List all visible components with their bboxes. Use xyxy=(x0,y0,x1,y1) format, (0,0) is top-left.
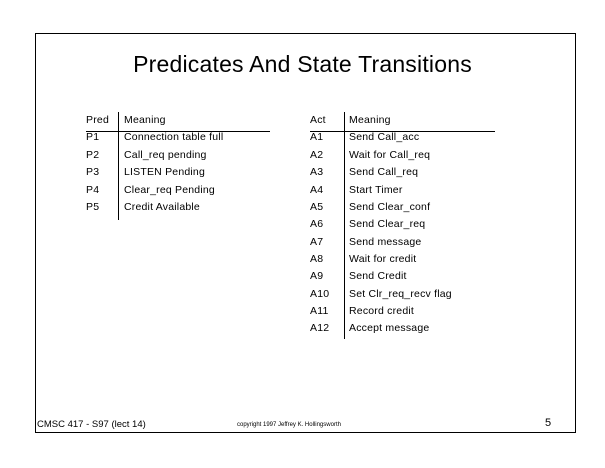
action-code: A3 xyxy=(310,166,324,178)
predicate-code: P3 xyxy=(86,166,100,178)
action-code: A1 xyxy=(310,131,324,143)
action-meaning: Record credit xyxy=(349,305,415,317)
actions-header-act: Act xyxy=(310,114,326,126)
action-code: A2 xyxy=(310,149,324,161)
action-meaning: Send Credit xyxy=(349,270,407,282)
predicate-meaning: Clear_req Pending xyxy=(124,184,215,196)
predicate-meaning: Connection table full xyxy=(124,131,224,143)
predicate-code: P5 xyxy=(86,201,100,213)
action-meaning: Send Call_req xyxy=(349,166,419,178)
actions-column-divider xyxy=(344,112,345,339)
action-code: A8 xyxy=(310,253,324,265)
action-code: A4 xyxy=(310,184,324,196)
action-meaning: Wait for credit xyxy=(349,253,417,265)
predicate-code: P2 xyxy=(86,149,100,161)
action-meaning: Send Clear_conf xyxy=(349,201,431,213)
action-code: A10 xyxy=(310,288,330,300)
action-meaning: Wait for Call_req xyxy=(349,149,431,161)
predicate-code: P4 xyxy=(86,184,100,196)
predicate-meaning: LISTEN Pending xyxy=(124,166,206,178)
slide-frame xyxy=(35,33,576,433)
action-code: A7 xyxy=(310,236,324,248)
predicates-header-pred: Pred xyxy=(86,114,109,126)
action-code: A9 xyxy=(310,270,324,282)
action-meaning: Send Clear_req xyxy=(349,218,426,230)
action-code: A11 xyxy=(310,305,329,317)
action-code: A12 xyxy=(310,322,330,334)
predicates-header-meaning: Meaning xyxy=(124,114,166,126)
action-meaning: Accept message xyxy=(349,322,430,334)
action-meaning: Set Clr_req_recv flag xyxy=(349,288,452,300)
action-meaning: Send Call_acc xyxy=(349,131,420,143)
page-number: 5 xyxy=(545,417,552,429)
action-meaning: Start Timer xyxy=(349,184,403,196)
predicates-column-divider xyxy=(118,112,119,220)
predicate-code: P1 xyxy=(86,131,100,143)
action-code: A5 xyxy=(310,201,324,213)
footer-copyright: copyright 1997 Jeffrey K. Hollingsworth xyxy=(237,422,341,428)
action-code: A6 xyxy=(310,218,324,230)
actions-header-meaning: Meaning xyxy=(349,114,391,126)
slide-title: Predicates And State Transitions xyxy=(133,51,472,77)
action-meaning: Send message xyxy=(349,236,422,248)
predicate-meaning: Credit Available xyxy=(124,201,200,213)
predicate-meaning: Call_req pending xyxy=(124,149,207,161)
footer-course: CMSC 417 - S97 (lect 14) xyxy=(37,419,146,430)
